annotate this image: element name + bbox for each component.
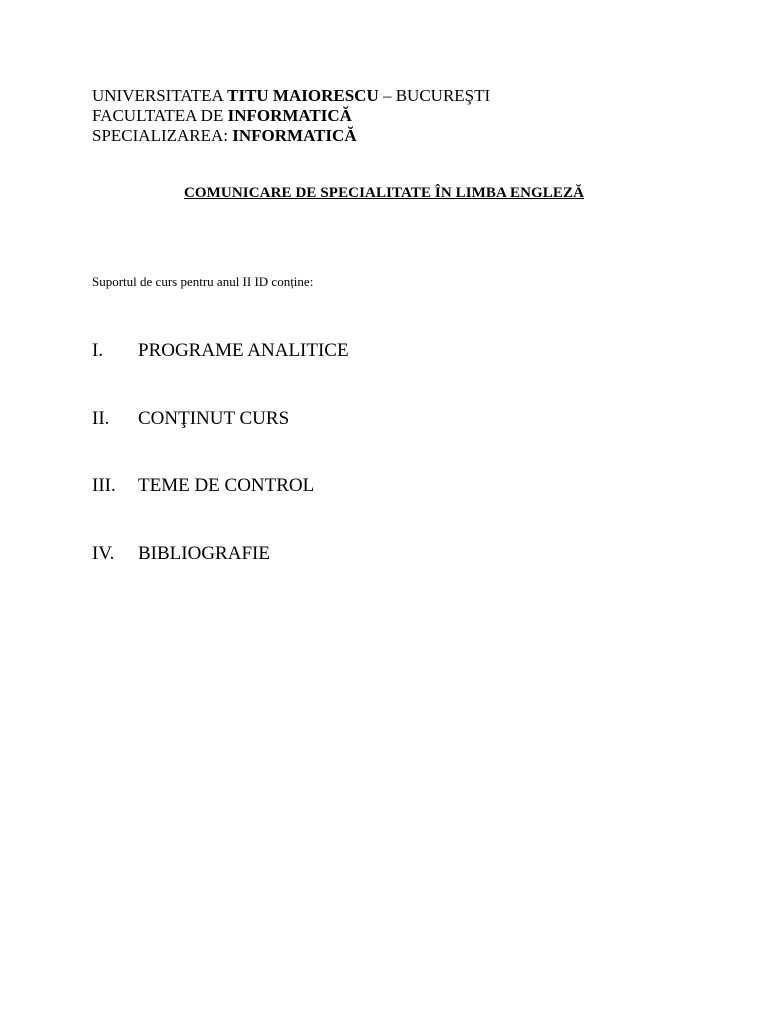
document-title: COMUNICARE DE SPECIALITATE ÎN LIMBA ENGLEZĂ xyxy=(183,185,585,201)
university-city: – BUCUREŞTI xyxy=(378,86,491,105)
specialization-line xyxy=(92,126,490,146)
university-name: TITU MAIORESCU xyxy=(227,86,379,105)
contents-item-number: III. xyxy=(92,475,116,496)
faculty-prefix: FACULTATEA DE xyxy=(92,106,228,125)
contents-item-number: I. xyxy=(92,340,104,361)
faculty-name: INFORMATICĂ xyxy=(227,106,352,125)
intro-text: Suportul de curs pentru anul II ID conține: xyxy=(92,274,314,289)
university-line xyxy=(92,86,490,106)
university-prefix: UNIVERSITATEA xyxy=(92,86,228,105)
contents-item-label: BIBLIOGRAFIE xyxy=(138,542,270,564)
contents-item-label: TEME DE CONTROL xyxy=(138,475,315,496)
institution-header xyxy=(92,86,490,146)
contents-item-number: IV. xyxy=(92,542,115,564)
contents-item-number: II. xyxy=(92,407,110,429)
faculty-line xyxy=(92,106,490,126)
contents-item-label: CONŢINUT CURS xyxy=(138,407,290,429)
specialization-prefix: SPECIALIZAREA: xyxy=(92,126,233,145)
specialization-name: INFORMATICĂ xyxy=(232,126,357,145)
contents-item-label: PROGRAME ANALITICE xyxy=(138,340,349,361)
